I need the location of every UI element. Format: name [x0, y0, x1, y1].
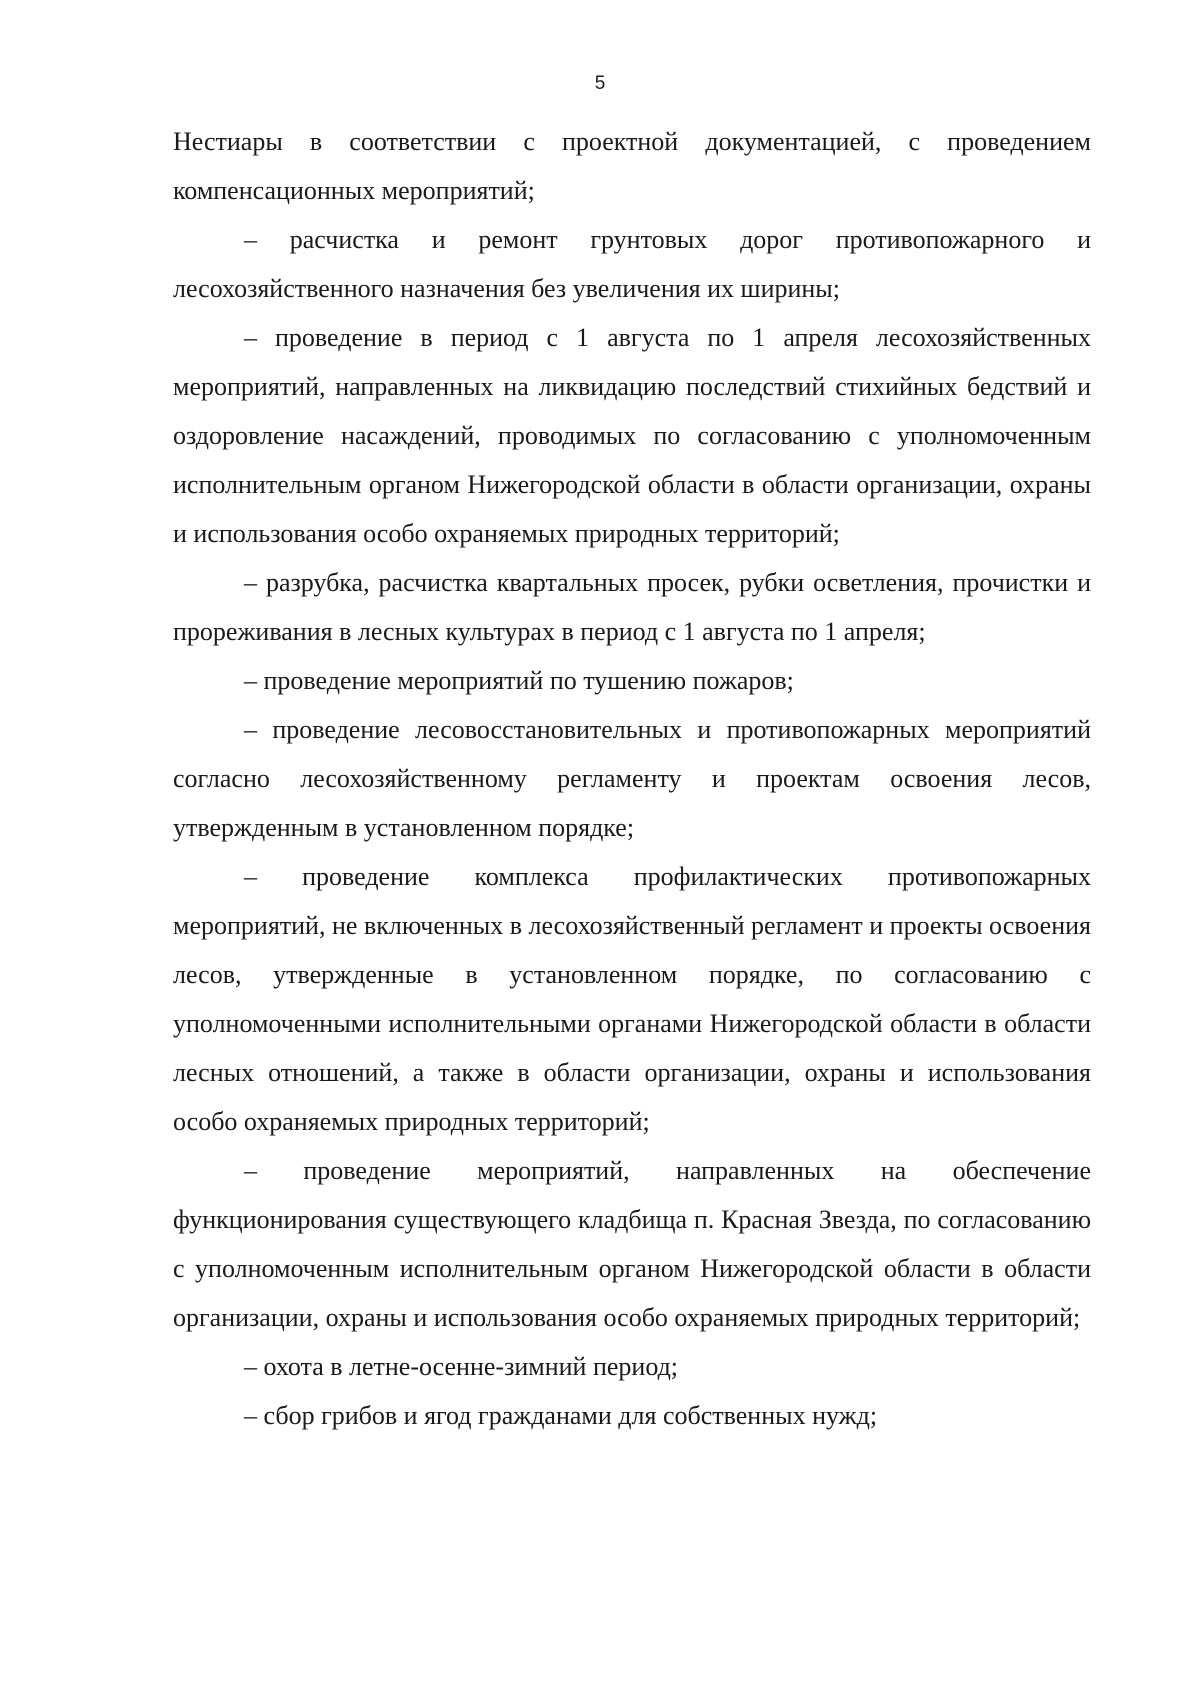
list-item-reforestation: – проведение лесовосстановительных и противопожарных мероприятий согласно лесохозяйственному регламенту и проектам освоения лесов, утвержденным в установленном порядке; [173, 715, 1091, 842]
page-number: 5 [594, 73, 606, 94]
document-body [173, 117, 1091, 1440]
list-item-forestry-measures: – проведение в период с 1 августа по 1 апреля лесохозяйственных мероприятий, направленных на ликвидацию последствий стихийных бедствий и оздоровление насаждений, проводимых по согласованию с уполномоченным исполнительным органом Нижегородской области в области организации, охраны и использования особо охраняемых природных территорий; [173, 323, 1091, 548]
list-item-hunting: – охота в летне-осенне-зимний период; [244, 1352, 679, 1381]
list-item-cemetery: – проведение мероприятий, направленных на обеспечение функционирования существующего кладбища п. Красная Звезда, по согласованию с уполномоченным исполнительным органом Нижегородской области в области организации, охраны и использования особо охраняемых природных территорий; [173, 1156, 1091, 1332]
list-item-road-clearing: – расчистка и ремонт грунтовых дорог противопожарного и лесохозяйственного назначения без увеличения их ширины; [173, 225, 1091, 303]
paragraph-continuation: Нестиары в соответствии с проектной документацией, с проведением компенсационных мероприятий; [173, 127, 1091, 205]
list-item-mushroom-berry-picking: – сбор грибов и ягод гражданами для собственных нужд; [244, 1401, 878, 1430]
list-item-fire-prevention: – проведение комплекса профилактических противопожарных мероприятий, не включенных в лесохозяйственный регламент и проекты освоения лесов, утвержденные в установленном порядке, по согласованию с уполномоченными исполнительными органами Нижегородской области в области лесных отношений, а также в области организации, охраны и использования особо охраняемых природных территорий; [173, 862, 1091, 1136]
list-item-firefighting: – проведение мероприятий по тушению пожаров; [244, 666, 794, 695]
list-item-clearings-thinning: – разрубка, расчистка квартальных просек, рубки осветления, прочистки и прореживания в лесных культурах в период с 1 августа по 1 апреля; [173, 568, 1091, 646]
